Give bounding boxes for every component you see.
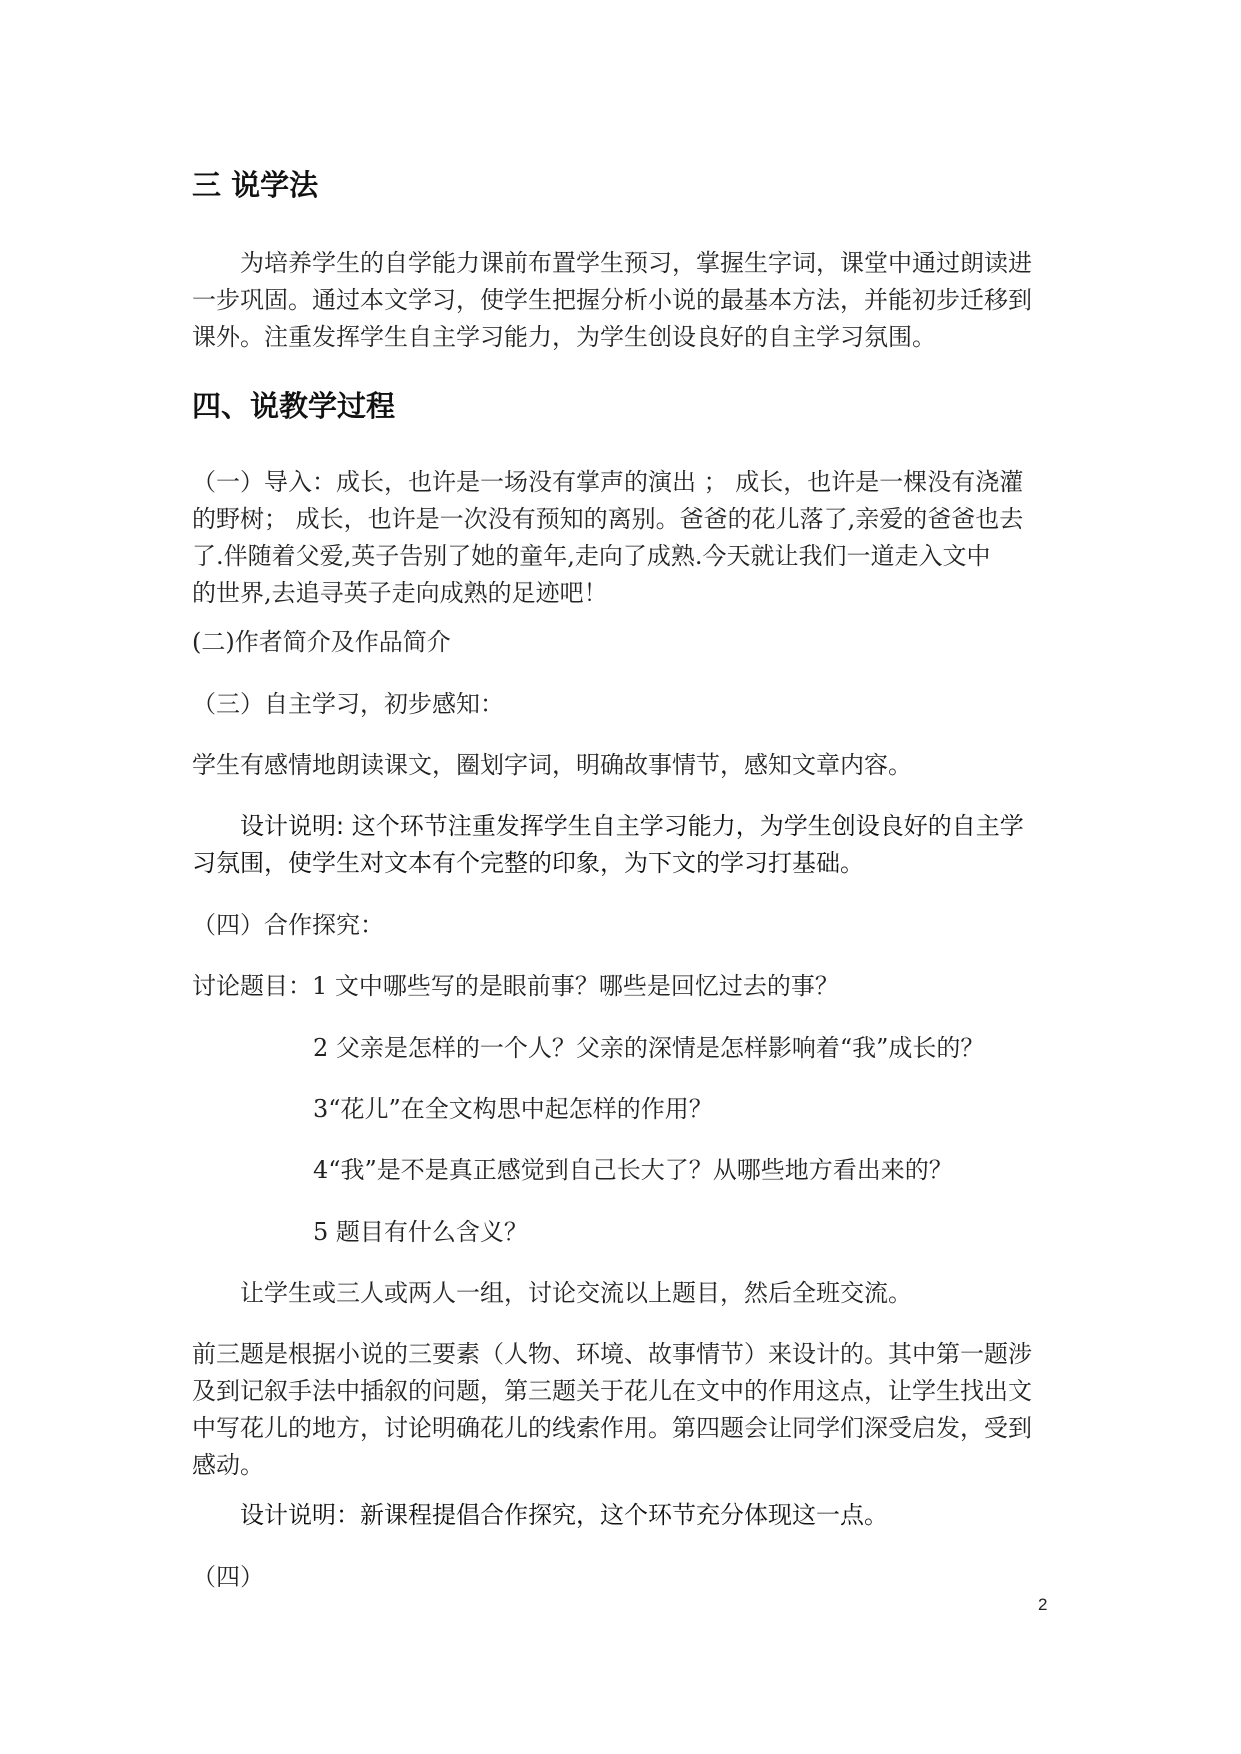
self-study-title: （三）自主学习，初步感知：	[192, 690, 504, 718]
study-method-paragraph	[192, 245, 1062, 356]
design-note-2: 设计说明：新课程提倡合作探究，这个环节充分体现这一点。	[240, 1501, 888, 1529]
paragraph-line: 及到记叙手法中插叙的问题，第三题关于花儿在文中的作用这点，让学生找出文	[192, 1377, 1032, 1405]
paragraph-line: 设计说明: 这个环节注重发挥学生自主学习能力，为学生创设良好的自主学	[240, 812, 1024, 840]
author-intro-title: (二)作者简介及作品简介	[192, 628, 451, 656]
section-heading-study-method: 三 说学法	[192, 168, 319, 202]
discussion-question-4: 4“我”是不是真正感觉到自己长大了？从哪些地方看出来的？	[313, 1156, 953, 1184]
page-number: 2	[1038, 1595, 1048, 1614]
group-discussion-text: 让学生或三人或两人一组，讨论交流以上题目，然后全班交流。	[240, 1279, 912, 1307]
discussion-question-1	[192, 968, 1062, 1005]
paragraph-line: 课外。注重发挥学生自主学习能力，为学生创设良好的自主学习氛围。	[192, 323, 936, 351]
section-heading-teaching-process: 四、说教学过程	[192, 389, 396, 423]
discussion-question-3: 3“花儿”在全文构思中起怎样的作用？	[313, 1095, 713, 1123]
paragraph-line: 的野树； 成长，也许是一次没有预知的离别。爸爸的花儿落了,亲爱的爸爸也去	[192, 505, 1024, 533]
paragraph-line: 一步巩固。通过本文学习，使学生把握分析小说的最基本方法，并能初步迁移到	[192, 286, 1032, 314]
discussion-question-2: 2 父亲是怎样的一个人？父亲的深情是怎样影响着“我”成长的？	[313, 1034, 985, 1062]
intro-paragraph	[192, 464, 1062, 612]
design-note-1	[192, 808, 1062, 882]
paragraph-line: 感动。	[192, 1451, 264, 1479]
discussion-label: 讨论题目：	[192, 972, 312, 1000]
paragraph-line: （一）导入：成长，也许是一场没有掌声的演出 ； 成长，也许是一棵没有浇灌	[192, 468, 1024, 496]
paragraph-line: 的世界,去追寻英子走向成熟的足迹吧！	[192, 579, 608, 607]
self-study-text: 学生有感情地朗读课文，圈划字词，明确故事情节，感知文章内容。	[192, 751, 912, 779]
paragraph-line: 前三题是根据小说的三要素（人物、环境、故事情节）来设计的。其中第一题涉	[192, 1340, 1032, 1368]
question-text: 1 文中哪些写的是眼前事？哪些是回忆过去的事？	[312, 972, 839, 1000]
cooperative-inquiry-title: （四）合作探究：	[192, 911, 384, 939]
paragraph-line: 为培养学生的自学能力课前布置学生预习，掌握生字词，课堂中通过朗读进	[240, 249, 1032, 277]
discussion-question-5: 5 题目有什么含义？	[313, 1218, 528, 1246]
next-section-title: （四）	[192, 1563, 264, 1591]
paragraph-line: 习氛围，使学生对文本有个完整的印象，为下文的学习打基础。	[192, 849, 864, 877]
paragraph-line: 中写花儿的地方，讨论明确花儿的线索作用。第四题会让同学们深受启发，受到	[192, 1414, 1032, 1442]
paragraph-line: 了.伴随着父爱,英子告别了她的童年,走向了成熟.今天就让我们一道走入文中	[192, 542, 991, 570]
analysis-paragraph	[192, 1336, 1062, 1484]
